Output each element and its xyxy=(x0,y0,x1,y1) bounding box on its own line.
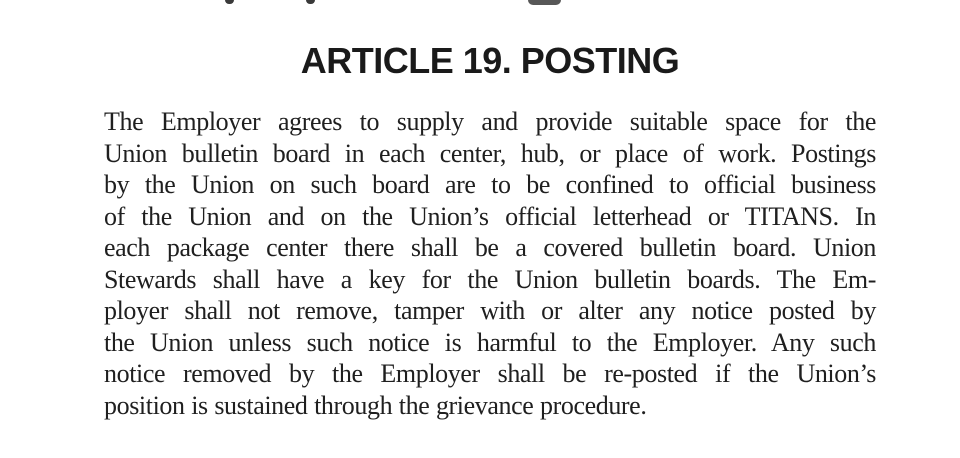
paragraph-line: Stewards shall have a key for the Union bulletin boards. The Em- xyxy=(104,264,876,294)
paragraph-line: Union bulletin board in each center, hub, or place of work. Postings xyxy=(104,138,876,168)
paragraph-line: by the Union on such board are to be confined to official business xyxy=(104,170,876,199)
clipped-line-descender-mark xyxy=(306,0,315,4)
paragraph-line: ployer shall not remove, tamper with or alter any notice posted by xyxy=(104,296,876,325)
paragraph-line: The Employer agrees to supply and provide suitable space for the xyxy=(104,107,876,136)
paragraph-line: position is sustained through the grievance procedure. xyxy=(104,390,647,420)
clipped-line-descender-mark xyxy=(225,0,234,4)
paragraph-line: the Union unless such notice is harmful to the Employer. Any such xyxy=(104,327,876,357)
article-paragraph xyxy=(104,106,876,421)
paragraph-line: each package center there shall be a covered bulletin board. Union xyxy=(104,233,876,262)
paragraph-line: of the Union and on the Union’s official letterhead or TITANS. In xyxy=(104,201,876,231)
paragraph-line: notice removed by the Employer shall be re-posted if the Union’s xyxy=(104,359,876,388)
clipped-line-descender-mark xyxy=(528,0,561,5)
article-heading: ARTICLE 19. POSTING xyxy=(300,40,680,81)
